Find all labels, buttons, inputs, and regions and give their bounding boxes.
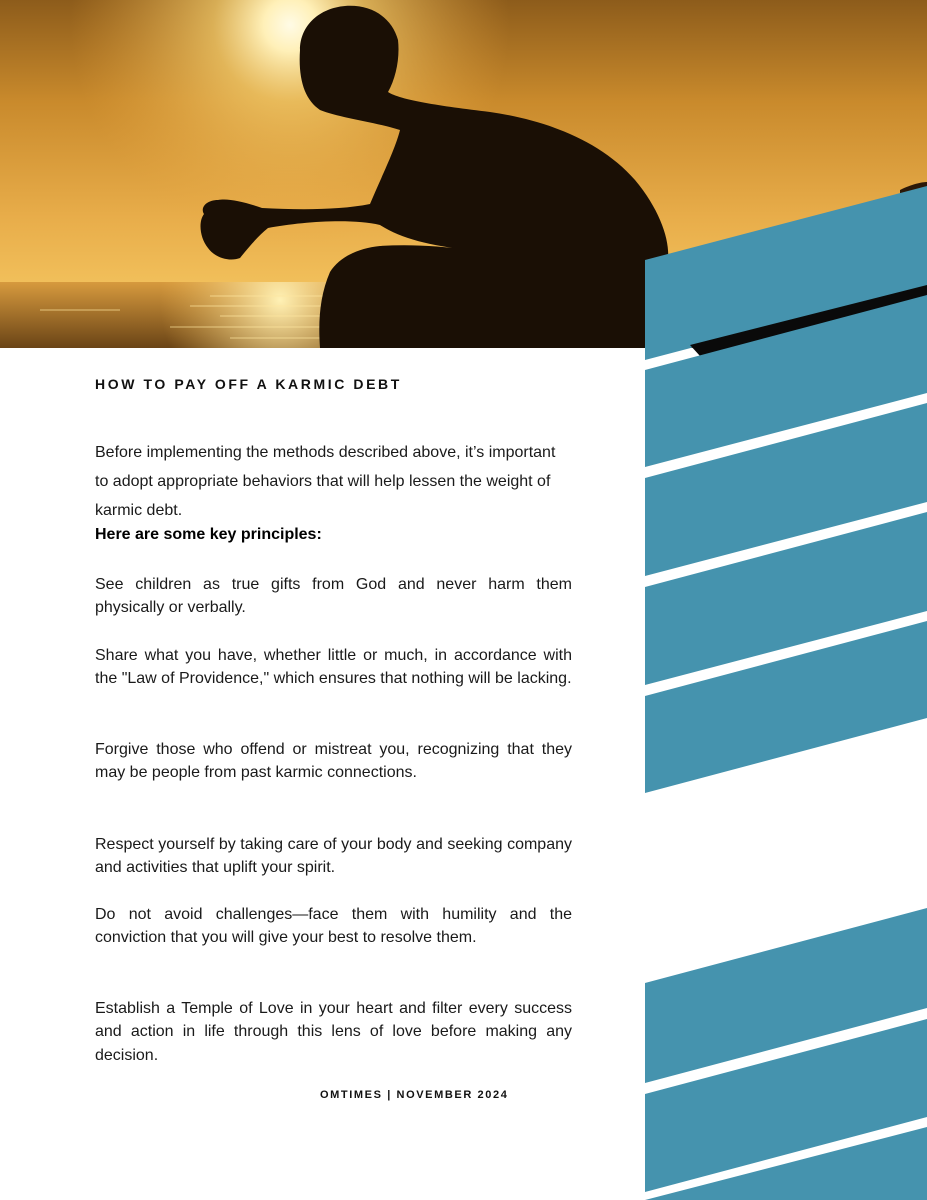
principles-lead: Here are some key principles:: [95, 526, 322, 543]
principle-paragraph: Forgive those who offend or mistreat you, recognizing that they may be people from past karmic connections.: [95, 741, 572, 782]
intro-paragraph: Before implementing the methods described above, it’s important to adopt appropriate behaviors that will help lessen the weight of karmic debt.: [95, 444, 556, 519]
page-footer-credit: OMTIMES | NOVEMBER 2024: [320, 1089, 509, 1101]
stripe-8: [645, 1127, 927, 1200]
principle-paragraph: Share what you have, whether little or much, in accordance with the "Law of Providence," which ensures that nothing will be lacking.: [95, 647, 572, 688]
principle-paragraph: Respect yourself by taking care of your body and seeking company and activities that uplift your spirit.: [95, 836, 572, 877]
sunset-silhouette-photo: [0, 0, 927, 348]
principle-paragraph: Establish a Temple of Love in your heart and filter every success and action in life through this lens of love before making any decision.: [95, 1000, 572, 1064]
principle-paragraph: Do not avoid challenges—face them with humility and the conviction that you will give your best to resolve them.: [95, 906, 572, 947]
stripe-4: [645, 512, 927, 685]
principle-paragraph: See children as true gifts from God and never harm them physically or verbally.: [95, 576, 572, 617]
stripe-7: [645, 1019, 927, 1192]
article-heading: HOW TO PAY OFF A KARMIC DEBT: [95, 376, 402, 392]
hero-image: [0, 0, 927, 348]
stripe-3: [645, 403, 927, 576]
stripe-5: [645, 621, 927, 793]
stripe-6: [645, 908, 927, 1083]
